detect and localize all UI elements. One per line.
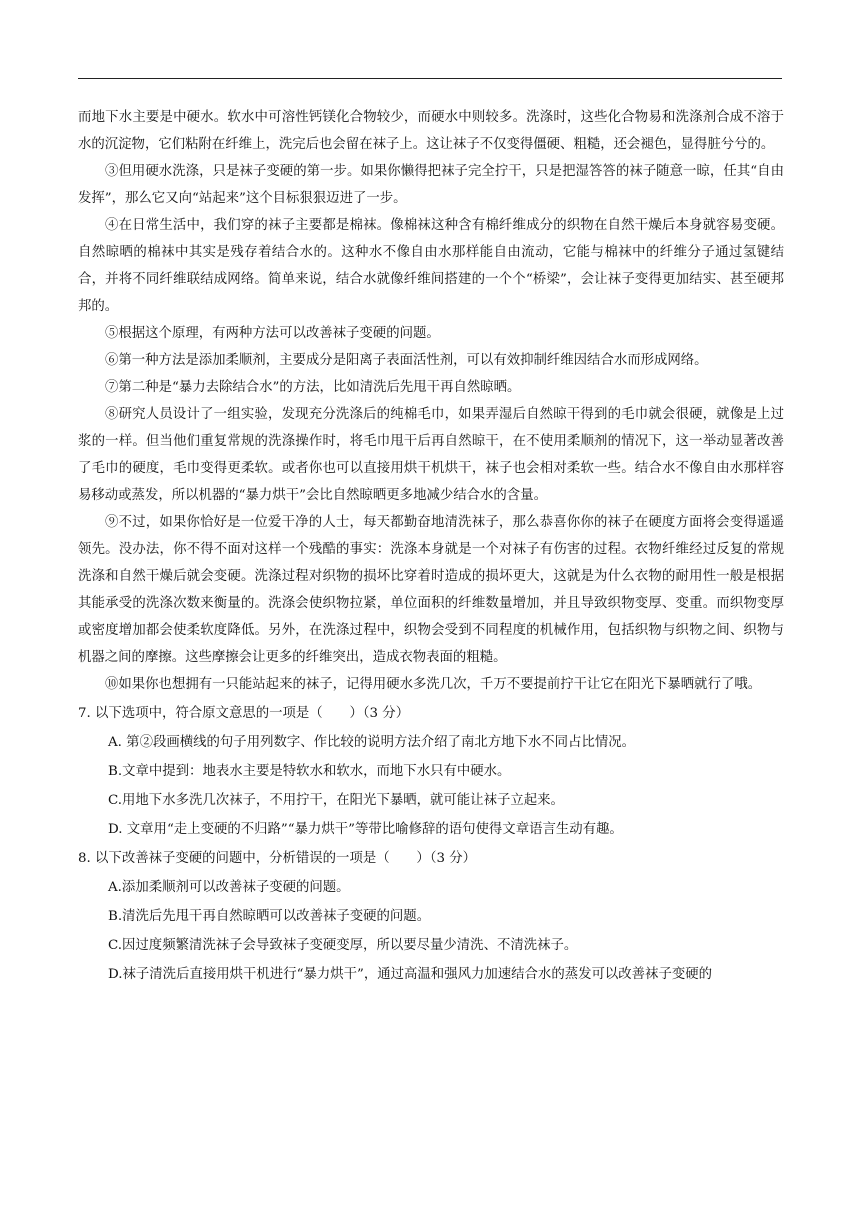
paragraph-3: ③但用硬水洗涤，只是袜子变硬的第一步。如果你懒得把袜子完全拧干，只是把湿答答的袜子随意一晾，任其“自由发挥”，那么它又向“站起来”这个目标狠狠迈进了一步。 bbox=[78, 164, 784, 206]
paragraph-2-continuation: 而地下水主要是中硬水。软水中可溶性钙镁化合物较少，而硬水中则较多。洗涤时，这些化合物易和洗涤剂合成不溶于水的沉淀物，它们粘附在纤维上，洗完后也会留在袜子上。这让袜子不仅变得僵硬、粗糙，还会褪色，显得脏兮兮的。 bbox=[78, 110, 784, 152]
paragraph-7: ⑦第二种是“暴力去除结合水”的方法，比如清洗后先甩干再自然晾晒。 bbox=[105, 380, 521, 395]
question-7-stem: 7. 以下选项中，符合原文意思的一项是（ ）（3 分） bbox=[78, 706, 410, 721]
paragraph-8: ⑧研究人员设计了一组实验，发现充分洗涤后的纯棉毛巾，如果弄湿后自然晾干得到的毛巾就会很硬，就像是上过浆的一样。但当他们重复常规的洗涤操作时，将毛巾甩干后再自然晾干，在不使用柔顺剂的情况下，这一举动显著改善了毛巾的硬度，毛巾变得更柔软。或者你也可以直接用烘干机烘干，袜子也会相对柔软一些。结合水不像自由水那样容易移动或蒸发，所以机器的“暴力烘干”会比自然晾晒更多地减少结合水的含量。 bbox=[78, 407, 784, 503]
question-7-option-b: B.文章中提到：地表水主要是特软水和软水，而地下水只有中硬水。 bbox=[108, 764, 511, 779]
question-8 bbox=[78, 845, 784, 988]
question-8-option-c: C.因过度频繁清洗袜子会导致袜子变硬变厚，所以要尽量少清洗、不清洗袜子。 bbox=[108, 938, 578, 953]
question-7 bbox=[78, 700, 784, 843]
question-7-option-d: D. 文章用“走上变硬的不归路”“暴力烘干”等带比喻修辞的语句使得文章语言生动有趣。 bbox=[108, 822, 623, 837]
paragraph-5: ⑤根据这个原理，有两种方法可以改善袜子变硬的问题。 bbox=[105, 326, 440, 341]
paragraph-4: ④在日常生活中，我们穿的袜子主要都是棉袜。像棉袜这种含有棉纤维成分的织物在自然干燥后本身就容易变硬。自然晾晒的棉袜中其实是残存着结合水的。这种水不像自由水那样能自由流动，它能与棉袜中的纤维分子通过氢键结合，并将不同纤维联结成网络。简单来说，结合水就像纤维间搭建的一个个“桥梁”，会让袜子变得更加结实、甚至硬邦邦的。 bbox=[78, 218, 784, 314]
question-8-option-d: D.袜子清洗后直接用烘干机进行“暴力烘干”，通过高温和强风力加速结合水的蒸发可以改善袜子变硬的 bbox=[108, 967, 712, 982]
document-body bbox=[78, 104, 784, 988]
question-8-stem: 8. 以下改善袜子变硬的问题中，分析错误的一项是（ ）（3 分） bbox=[78, 851, 477, 866]
question-8-option-a: A.添加柔顺剂可以改善袜子变硬的问题。 bbox=[108, 880, 350, 895]
question-7-option-c: C.用地下水多洗几次袜子，不用拧干，在阳光下暴晒，就可能让袜子立起来。 bbox=[108, 793, 564, 808]
paragraph-10: ⑩如果你也想拥有一只能站起来的袜子，记得用硬水多洗几次，千万不要提前拧干让它在阳光下暴晒就行了哦。 bbox=[105, 677, 762, 692]
question-8-option-b: B.清洗后先甩干再自然晾晒可以改善袜子变硬的问题。 bbox=[108, 909, 431, 924]
paragraph-6: ⑥第一种方法是添加柔顺剂，主要成分是阳离子表面活性剂，可以有效抑制纤维因结合水而形成网络。 bbox=[105, 353, 708, 368]
paragraph-9: ⑨不过，如果你恰好是一位爱干净的人士，每天都勤奋地清洗袜子，那么恭喜你你的袜子在硬度方面将会变得遥遥领先。没办法，你不得不面对这样一个残酷的事实：洗涤本身就是一个对袜子有伤害的过程。衣物纤维经过反复的常规洗涤和自然干燥后就会变硬。洗涤过程对织物的损坏比穿着时造成的损坏更大，这就是为什么衣物的耐用性一般是根据其能承受的洗涤次数来衡量的。洗涤会使织物拉紧，单位面积的纤维数量增加，并且导致织物变厚、变重。而织物变厚或密度增加都会使柔软度降低。另外，在洗涤过程中，织物会受到不同程度的机械作用，包括织物与织物之间、织物与机器之间的摩擦。这些摩擦会让更多的纤维突出，造成衣物表面的粗糙。 bbox=[78, 515, 784, 665]
header-rule bbox=[78, 78, 782, 79]
question-7-option-a: A. 第②段画横线的句子用列数字、作比较的说明方法介绍了南北方地下水不同占比情况。 bbox=[108, 735, 636, 750]
